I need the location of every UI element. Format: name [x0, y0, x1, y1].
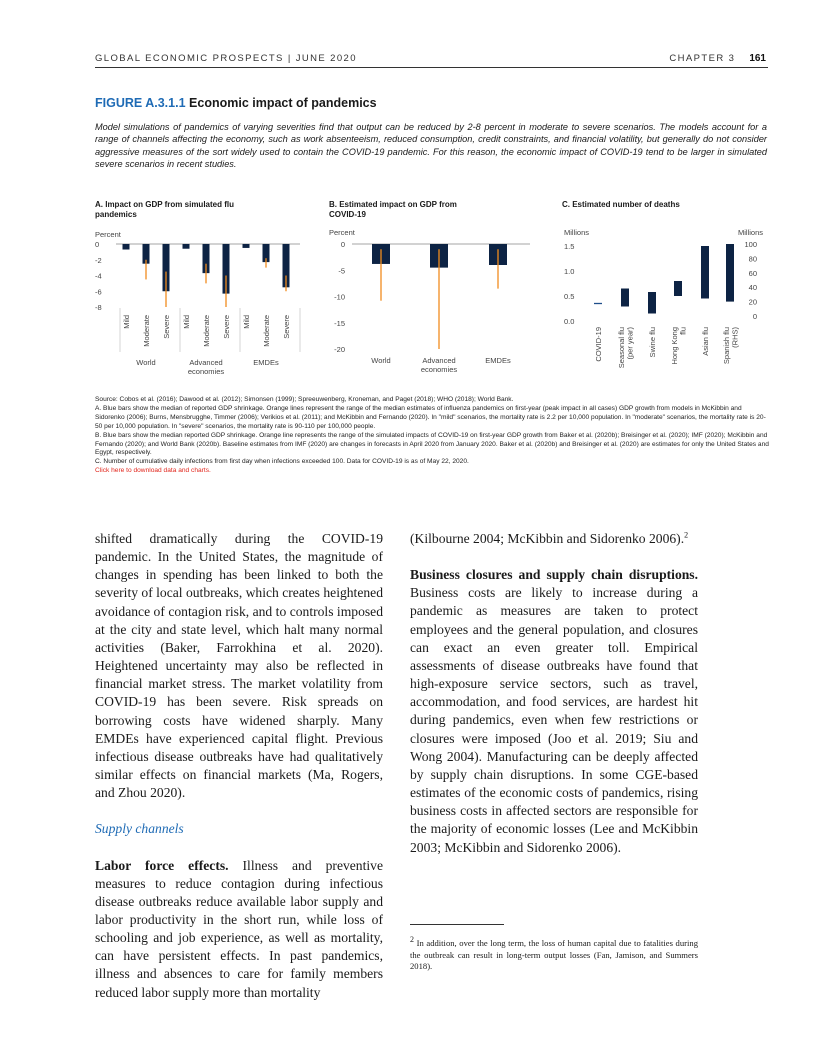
panel-a-group-label: EMDEs	[253, 358, 279, 367]
panel-b-ytick: -15	[334, 318, 345, 328]
panel-a-xtick: Moderate	[202, 315, 211, 347]
panel-b-xtick: economies	[420, 365, 458, 374]
panel-c-ytick-left: 0.0	[564, 317, 575, 326]
panel-a-bar	[183, 244, 190, 249]
figure-heading: Economic impact of pandemics	[189, 96, 377, 110]
panel-a-group-label: Advanced	[189, 358, 223, 367]
panel-c-bar	[674, 281, 682, 296]
panel-a-xtick: Moderate	[262, 315, 271, 347]
panel-a-xtick: Mild	[122, 315, 131, 329]
panel-c-xtick: Swine flu	[648, 327, 657, 358]
figure-notes	[95, 396, 771, 476]
business-closures-heading: Business closures and supply chain disruptions.	[410, 567, 698, 583]
download-data-link[interactable]: Click here to download data and charts.	[95, 467, 211, 475]
panel-c-xtick: Asian flu	[701, 327, 710, 356]
panel-c-ytick-right: 40	[748, 283, 757, 293]
left-column	[95, 530, 383, 1002]
panel-b-ytick: -5	[338, 266, 345, 276]
section-heading-supply-channels: Supply channels	[95, 821, 184, 837]
note-c: C. Number of cumulative daily infections from first day when infections exceeded 100. Data for COVID-19 is as of May 22, 2020.	[95, 458, 469, 466]
figure-label: FIGURE A.3.1.1	[95, 96, 186, 110]
panel-c-ytick-right: 20	[748, 297, 757, 307]
panel-b-ytick: 0	[340, 240, 345, 249]
note-b: B. Blue bars show the median reported GDP shrinkage. Orange line represents the range of the simulated impacts of COVID-19 on first-year GDP growth from Baker et al. (2020b); Breisinger et al. (2020); IMF (2020); McKibbin and Fernando (2020); and World Bank (2020b). Baseline estimates from IMF (2020) are changes in forecasts in April 2020 from January 2020. Baker et al. (2020b) and Breisinger et al. (2020) are estimates for only the United States and Egypt, respectively.	[95, 431, 769, 457]
panel-c-xtick: Seasonal flu(per year)	[617, 327, 635, 369]
note-a: A. Blue bars show the median of reported GDP shrinkage. Orange lines represent the range of the median estimates of influenza pandemics on first-year (peak impact in all cases) GDP growth from models in McKibbin and Sidorenko (2006); Burns, Mensbrugghe, Timmer (2006); Verikios et al. (2011); and McKibbin and Fernando (2020). In "mild" scenarios, the mortality rate is 2.2 per 10,000 population. In "moderate" scenarios, the mortality rate is 20-50 per 10,000 population. In "severe" scenarios, the mortality rate is 90-110 per 100,000 people.	[95, 404, 766, 430]
panel-a-xtick: Severe	[282, 315, 291, 339]
panel-a-xtick: Moderate	[142, 315, 151, 347]
panel-a-title: A. Impact on GDP from simulated flu pandemics	[95, 200, 234, 219]
body-paragraph-labor: Labor force effects. Illness and preventive measures to reduce contagion during infectious disease outbreaks reduce available labor supply and labor productivity in the short run, while loss of schooling and job experience, as well as mortality, can have persistent effects. In past pandemics, illness and absences to care for family members reduced labor supply more than mortality	[95, 857, 383, 1000]
panel-a-group-label: World	[136, 358, 156, 367]
panel-c-ytick-right: 100	[744, 240, 757, 249]
panel-a-bar	[243, 244, 250, 248]
panel-a-xtick: Mild	[182, 315, 191, 329]
footnote-rule	[410, 924, 504, 925]
footnote-ref: 2	[684, 530, 689, 540]
chapter-label: CHAPTER 3	[669, 53, 736, 64]
panel-a-ytick: -4	[95, 271, 102, 281]
panel-b-title: B. Estimated impact on GDP from COVID-19	[329, 200, 457, 219]
panel-a-bar	[123, 244, 130, 250]
page-number: 161	[749, 53, 766, 64]
body-paragraph-business: Business closures and supply chain disruptions. Business costs are likely to increase during a pandemic as measures are taken to protect employees and the general population, and closures can exact an even greater toll. Empirical assessments of disease outbreaks have found that high-exposure service sectors, such as travel, accommodation, and food services, are hardest hit during pandemics, even when few restrictions or closures were imposed (Joo et al. 2019; Siu and Wong 2004). Manufacturing can be deeply affected by supply chain disruptions. In some CGE-based estimates of the economic costs of pandemics, rising business costs in affected sectors are responsible for the majority of economic losses (Lee and McKibbin 2003; McKibbin and Sidorenko 2006).	[410, 567, 698, 855]
running-header: GLOBAL ECONOMIC PROSPECTS | JUNE 2020	[95, 53, 357, 64]
panel-a-ytick: -2	[95, 255, 102, 265]
panel-c-bar	[701, 246, 709, 299]
right-column	[410, 530, 698, 857]
footnote-number: 2	[410, 935, 414, 945]
body-paragraph: shifted dramatically during the COVID-19 pandemic. In the United States, the magnitude of changes in spending has been linked to both the severity of local outbreaks, which creates heightened avoidance of contagion risk, and to controls imposed at the city and state level, which halt many normal activities (Baker, Farrokhina et al. 2020). Heightened uncertainty may also be reflected in financial market stress. The market volatility from COVID-19 has been severe. Risk spreads on borrowing costs have widened sharply. Many EMDEs have experienced capital flight. Previous infectious disease outbreaks have had qualitatively similar effects on financial markets (Ma, Rogers, and Zhou 2020).	[95, 531, 383, 801]
panel-c-ytick-right: 0	[752, 312, 757, 321]
panel-a-xtick: Severe	[222, 315, 231, 339]
panel-c-ytick-right: 60	[748, 268, 757, 278]
panel-a-group-label: economies	[187, 367, 225, 376]
body-paragraph-continued: (Kilbourne 2004; McKibbin and Sidorenko 2006).$^2$	[410, 530, 689, 546]
panel-a-xtick: Severe	[162, 315, 171, 339]
panel-c-ytick-left: 1.5	[564, 242, 575, 251]
panel-c-title: C. Estimated number of deaths	[562, 200, 680, 209]
panel-a-ytick: -6	[95, 287, 102, 297]
panel-a-ylabel: Percent	[95, 230, 121, 239]
panel-c-ytick-left: 0.5	[564, 292, 575, 301]
panel-b-ylabel: Percent	[329, 228, 355, 237]
note-source: Source: Cobos et al. (2016); Dawood et al. (2012); Simonsen (1999); Spreeuwenberg, Kroneman, and Paget (2018); WHO (2018); World Bank.	[95, 396, 514, 403]
panel-c-ylabel-right: Millions	[737, 228, 763, 237]
panel-c-ylabel-left: Millions	[564, 228, 590, 237]
panel-b-xtick: EMDEs	[485, 356, 511, 365]
panel-c-bar	[621, 289, 629, 307]
panel-c-ytick-right: 80	[748, 254, 757, 264]
labor-force-heading: Labor force effects.	[95, 857, 229, 873]
panel-c-xtick: Hong Kongflu	[670, 327, 688, 365]
panel-a-ytick: -8	[95, 303, 102, 312]
panel-b-ytick: -10	[334, 292, 345, 302]
panel-c-bar	[648, 292, 656, 314]
panel-c-bar	[726, 244, 734, 302]
panel-c-xtick: Spanish flu(RHS)	[722, 327, 740, 365]
panel-a-ytick: 0	[95, 240, 100, 249]
panel-b-xtick: World	[371, 356, 391, 365]
panel-c-xtick: COVID-19	[594, 327, 603, 362]
panel-b-xtick: Advanced	[422, 356, 456, 365]
panel-a-xtick: Mild	[242, 315, 251, 329]
figure-subtitle: Model simulations of pandemics of varying severities find that output can be reduced by 2-8 percent in moderate to severe scenarios. The models account for a range of channels affecting the economy, such as work absenteeism, reduced consumption, credit constraints, and financial volatility, but generally do not consider aggressive measures of the sort widely used to contain the COVID-19 pandemic. For this reason, the economic impact of COVID-19 tend to be larger in simulated severe scenarios in recent studies.	[95, 122, 767, 170]
footnote: $^2$ In addition, over the long term, the loss of human capital due to fatalities during the outbreak can result in long-term output losses (Fan, Jamison, and Summers 2018).	[410, 935, 698, 972]
panel-c-ytick-left: 1.0	[564, 267, 575, 276]
panel-b-ytick: -20	[334, 345, 345, 354]
